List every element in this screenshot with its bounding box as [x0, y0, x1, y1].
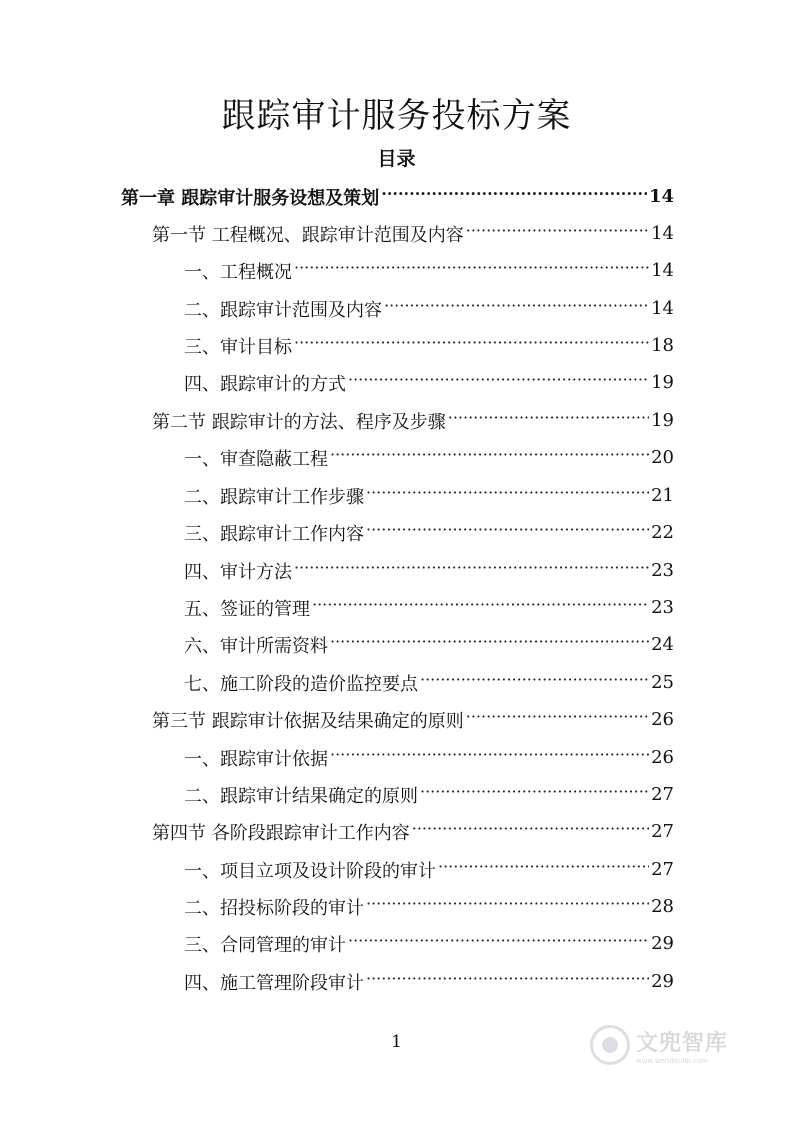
toc-entry[interactable] — [184, 851, 674, 888]
toc-entry[interactable] — [121, 178, 674, 215]
toc-entry-page: 27 — [651, 784, 674, 805]
toc-entry[interactable] — [152, 215, 674, 252]
toc-entry[interactable] — [152, 402, 674, 439]
toc-entry[interactable] — [184, 290, 674, 327]
toc-leader-dots — [330, 749, 649, 767]
toc-entry[interactable] — [184, 252, 674, 289]
toc-leader-dots — [381, 188, 647, 206]
toc-leader-dots — [420, 674, 649, 692]
toc-entry-page: 23 — [651, 597, 674, 618]
toc-entry-label: 三、审计目标 — [184, 336, 292, 358]
toc-leader-dots — [330, 449, 649, 467]
toc-entry-label: 第四节 各阶段跟踪审计工作内容 — [152, 822, 410, 844]
toc-entry[interactable] — [184, 963, 674, 1000]
toc-entry-label: 一、审查隐蔽工程 — [184, 448, 328, 470]
toc-entry-label: 一、跟踪审计依据 — [184, 748, 328, 770]
toc-entry[interactable] — [184, 327, 674, 364]
toc-entry[interactable] — [184, 888, 674, 925]
toc-leader-dots — [294, 262, 649, 280]
toc-entry-page: 26 — [651, 747, 674, 768]
toc-entry[interactable] — [152, 813, 674, 850]
wendou-logo-icon — [590, 1025, 630, 1065]
toc-entry[interactable] — [184, 514, 674, 551]
toc-leader-dots — [412, 823, 649, 841]
toc-entry-label: 一、项目立项及设计阶段的审计 — [184, 860, 436, 882]
toc-leader-dots — [448, 412, 649, 430]
watermark-name: 文兜智库 — [636, 1030, 729, 1056]
toc-entry-page: 24 — [651, 634, 674, 655]
toc-entry-page: 14 — [651, 298, 674, 319]
toc-entry[interactable] — [184, 364, 674, 401]
toc-entry[interactable] — [152, 701, 674, 738]
toc-entry-page: 25 — [651, 672, 674, 693]
toc-entry[interactable] — [184, 739, 674, 776]
toc-entry[interactable] — [184, 626, 674, 663]
toc-entry-label: 二、跟踪审计结果确定的原则 — [184, 785, 418, 807]
toc-leader-dots — [366, 524, 649, 542]
toc-entry-label: 四、施工管理阶段审计 — [184, 972, 364, 994]
toc-entry-label: 第一章 跟踪审计服务设想及策划 — [121, 187, 380, 209]
toc-entry-label: 三、合同管理的审计 — [184, 934, 346, 956]
toc-leader-dots — [366, 487, 649, 505]
toc-entry-page: 14 — [648, 186, 674, 207]
toc-entry-page: 14 — [651, 223, 674, 244]
toc-entry-page: 27 — [651, 859, 674, 880]
toc-leader-dots — [294, 337, 649, 355]
toc-leader-dots — [466, 225, 649, 243]
toc-entry[interactable] — [184, 925, 674, 962]
toc-entry-page: 19 — [651, 372, 674, 393]
toc-leader-dots — [438, 861, 649, 879]
toc-entry-label: 四、审计方法 — [184, 561, 292, 583]
toc-entry-page: 22 — [651, 522, 674, 543]
toc-entry-page: 27 — [651, 821, 674, 842]
toc-entry[interactable] — [184, 776, 674, 813]
toc-leader-dots — [294, 562, 649, 580]
toc-entry-page: 29 — [651, 971, 674, 992]
toc-entry-label: 第二节 跟踪审计的方法、程序及步骤 — [152, 411, 446, 433]
watermark-url: www.wendoulib.com — [636, 1056, 708, 1065]
document-title: 跟踪审计服务投标方案 — [221, 96, 572, 136]
toc-entry-label: 六、审计所需资料 — [184, 635, 328, 657]
toc-entry-page: 23 — [651, 560, 674, 581]
toc-entry[interactable] — [184, 664, 674, 701]
toc-entry-label: 五、签证的管理 — [184, 598, 310, 620]
toc-leader-dots — [312, 599, 649, 617]
toc-entry-label: 三、跟踪审计工作内容 — [184, 523, 364, 545]
toc-leader-dots — [348, 935, 649, 953]
toc-leader-dots — [366, 898, 649, 916]
toc-leader-dots — [366, 973, 649, 991]
page-number: 1 — [391, 1032, 402, 1052]
toc-entry[interactable] — [184, 589, 674, 626]
toc-entry-label: 一、工程概况 — [184, 261, 292, 283]
toc-entry-label: 七、施工阶段的造价监控要点 — [184, 673, 418, 695]
toc-entry-page: 14 — [651, 260, 674, 281]
toc-entry-page: 20 — [651, 447, 674, 468]
toc-entry[interactable] — [184, 477, 674, 514]
toc-entry-page: 21 — [651, 485, 674, 506]
watermark-text — [636, 1026, 728, 1065]
toc-heading: 目录 — [377, 148, 416, 170]
toc-entry-label: 第一节 工程概况、跟踪审计范围及内容 — [152, 224, 464, 246]
toc-entry-label: 四、跟踪审计的方式 — [184, 373, 346, 395]
toc-entry-page: 26 — [651, 709, 674, 730]
toc-leader-dots — [420, 786, 649, 804]
toc-leader-dots — [384, 300, 649, 318]
toc-entry-label: 二、招投标阶段的审计 — [184, 897, 364, 919]
toc-leader-dots — [466, 711, 649, 729]
watermark — [590, 1022, 750, 1068]
toc-entry-label: 第三节 跟踪审计依据及结果确定的原则 — [152, 710, 464, 732]
toc-entry-label: 二、跟踪审计范围及内容 — [184, 299, 382, 321]
toc-entry[interactable] — [184, 439, 674, 476]
toc-leader-dots — [348, 374, 649, 392]
toc-entry-page: 28 — [651, 896, 674, 917]
toc-entry-page: 19 — [651, 410, 674, 431]
toc-leader-dots — [330, 636, 649, 654]
toc-entry-label: 二、跟踪审计工作步骤 — [184, 486, 364, 508]
toc-entry-page: 18 — [651, 335, 674, 356]
toc-entry-page: 29 — [651, 933, 674, 954]
toc-entry[interactable] — [184, 552, 674, 589]
